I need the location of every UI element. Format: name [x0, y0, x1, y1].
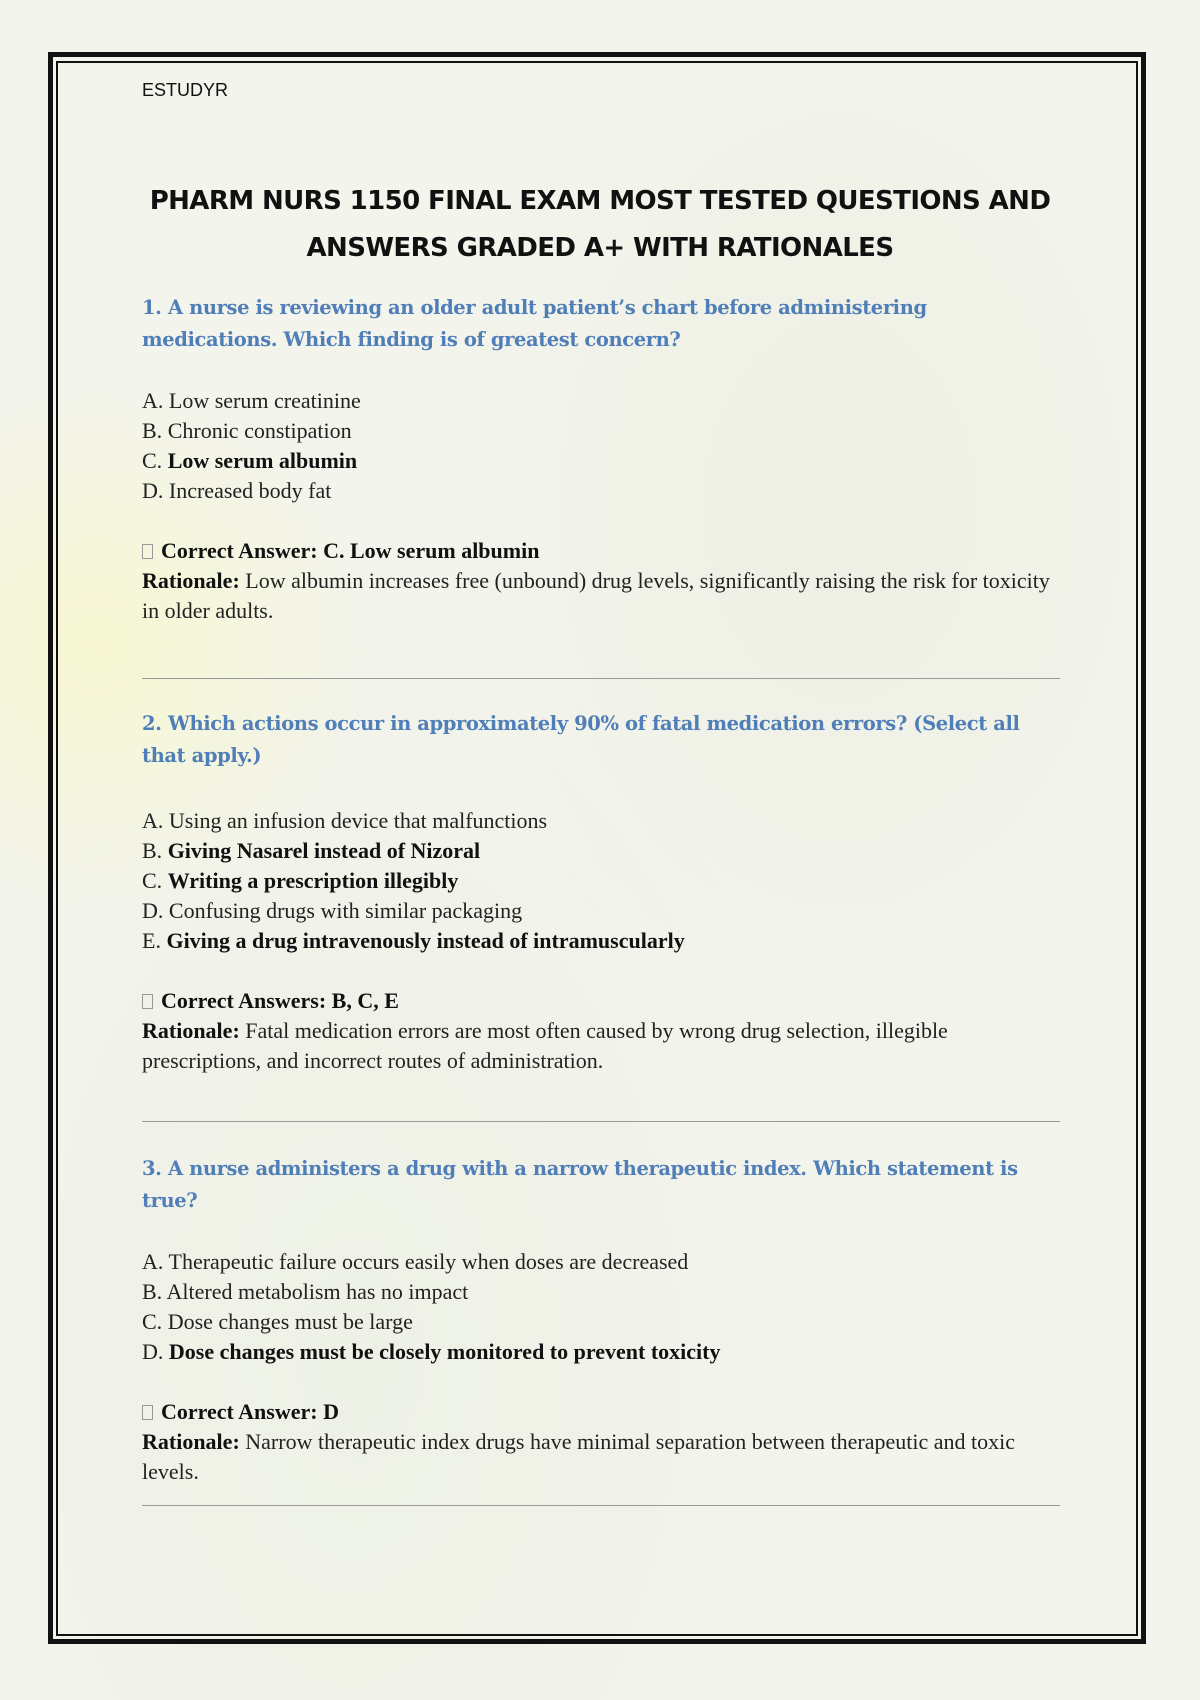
answer-block — [142, 1397, 1062, 1487]
checkbox-icon — [142, 1405, 153, 1420]
option-b — [142, 836, 1062, 866]
question-1 — [142, 292, 1062, 626]
option-letter: D. — [142, 1339, 164, 1364]
section-divider — [142, 678, 1060, 679]
correct-answer — [142, 986, 1062, 1016]
page-title — [110, 178, 1090, 272]
option-text: Confusing drugs with similar packaging — [168, 898, 523, 923]
rationale-label: Rationale: — [142, 568, 240, 593]
option-b — [142, 416, 1062, 446]
option-a — [142, 1247, 1062, 1277]
checkbox-icon — [142, 544, 153, 559]
option-a — [142, 386, 1062, 416]
option-letter: A. — [142, 388, 164, 413]
option-c — [142, 446, 1062, 476]
rationale-label: Rationale: — [142, 1018, 240, 1043]
title-line-1: PHARM NURS 1150 FINAL EXAM MOST TESTED QUESTIONS AND — [149, 186, 1051, 216]
option-text: Therapeutic failure occurs easily when doses are decreased — [168, 1249, 689, 1274]
options-list — [142, 386, 1062, 506]
options-list — [142, 806, 1062, 956]
title-line-2: ANSWERS GRADED A+ WITH RATIONALES — [306, 233, 894, 263]
rationale — [142, 1427, 1042, 1487]
option-text: Altered metabolism has no impact — [166, 1279, 469, 1304]
option-letter: B. — [142, 838, 163, 863]
rationale — [142, 566, 1062, 626]
option-d — [142, 896, 1062, 926]
option-letter: B. — [142, 1279, 163, 1304]
question-text: 3. A nurse administers a drug with a narrow therapeutic index. Which statement is true? — [142, 1157, 1018, 1212]
option-letter: A. — [142, 1249, 164, 1274]
option-a — [142, 806, 1062, 836]
rationale-label: Rationale: — [142, 1429, 240, 1454]
question-2 — [142, 708, 1062, 1076]
option-letter: C. — [142, 1309, 163, 1334]
option-letter: E. — [142, 928, 161, 953]
option-d — [142, 1337, 1062, 1367]
question-text: 2. Which actions occur in approximately 90% of fatal medication errors? (Select all that apply.) — [142, 712, 1020, 767]
option-text: Increased body fat — [168, 478, 332, 503]
section-divider — [142, 1505, 1060, 1506]
option-letter: C. — [142, 868, 163, 893]
option-letter: B. — [142, 418, 163, 443]
question-text: 1. A nurse is reviewing an older adult patient’s chart before administering medications. Which finding is of greatest concern? — [142, 296, 927, 351]
correct-answer — [142, 536, 1062, 566]
correct-answer-text: Correct Answer: C. Low serum albumin — [161, 538, 540, 563]
option-letter: D. — [142, 898, 164, 923]
option-text-correct: Dose changes must be closely monitored to prevent toxicity — [168, 1339, 721, 1364]
option-c — [142, 866, 1062, 896]
correct-answer-text: Correct Answer: D — [161, 1399, 339, 1424]
option-text: Using an infusion device that malfunctions — [168, 808, 548, 833]
option-d — [142, 476, 1062, 506]
option-b — [142, 1277, 1062, 1307]
question-3 — [142, 1153, 1062, 1487]
option-text-correct: Writing a prescription illegibly — [167, 868, 459, 893]
correct-answer — [142, 1397, 1062, 1427]
option-text-correct: Giving a drug intravenously instead of intramuscularly — [166, 928, 685, 953]
brand-label: ESTUDYR — [142, 80, 229, 100]
rationale-text: Narrow therapeutic index drugs have minimal separation between therapeutic and toxic levels. — [142, 1429, 1015, 1484]
answer-block — [142, 536, 1062, 626]
options-list — [142, 1247, 1062, 1367]
rationale-text: Low albumin increases free (unbound) drug levels, significantly raising the risk for toxicity in older adults. — [142, 568, 1050, 623]
option-letter: A. — [142, 808, 164, 833]
option-letter: C. — [142, 448, 163, 473]
option-text: Chronic constipation — [167, 418, 352, 443]
answer-block — [142, 986, 1062, 1076]
option-text-correct: Giving Nasarel instead of Nizoral — [167, 838, 481, 863]
rationale-text: Fatal medication errors are most often caused by wrong drug selection, illegible prescriptions, and incorrect routes of administration. — [142, 1018, 948, 1073]
checkbox-icon — [142, 994, 153, 1009]
option-text: Dose changes must be large — [167, 1309, 413, 1334]
section-divider — [142, 1121, 1060, 1122]
option-letter: D. — [142, 478, 164, 503]
option-text: Low serum creatinine — [168, 388, 361, 413]
option-c — [142, 1307, 1062, 1337]
option-text-correct: Low serum albumin — [167, 448, 358, 473]
rationale — [142, 1016, 1042, 1076]
correct-answer-text: Correct Answers: B, C, E — [161, 988, 399, 1013]
option-e — [142, 926, 1062, 956]
